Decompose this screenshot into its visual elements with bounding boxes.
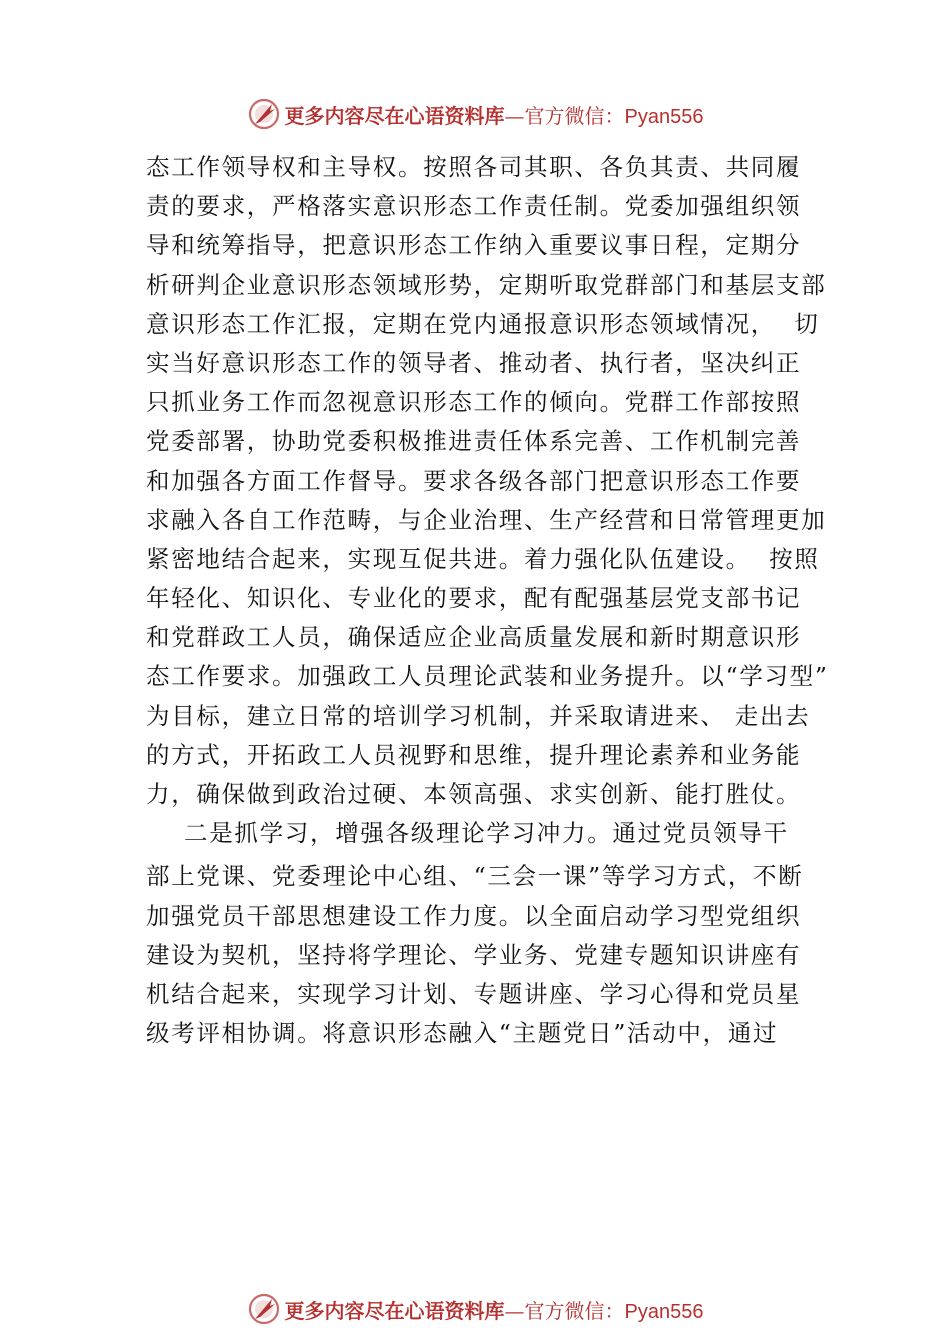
body-line: 力，确保做到政治过硬、本领高强、求实创新、能打胜仗。 [146, 780, 802, 808]
body-line: 机结合起来，实现学习计划、专题讲座、学习心得和党员星 [146, 979, 802, 1008]
body-line: 紧密地结合起来，实现互促共进。着力强化队伍建设。 按照 [146, 544, 820, 573]
body-line: 和党群政工人员，确保适应企业高质量发展和新时期意识形 [146, 623, 802, 652]
body-line: 意识形态工作汇报，定期在党内通报意识形态领域情况， 切 [146, 309, 820, 338]
body-line: 析研判企业意识形态领域形势，定期听取党群部门和基层支部 [146, 270, 827, 299]
body-line: 实当好意识形态工作的领导者、推动者、执行者，坚决纠正 [146, 348, 802, 377]
body-line: 党委部署，协助党委积极推进责任体系完善、工作机制完善 [146, 427, 802, 456]
body-line: 只抓业务工作而忽视意识形态工作的倾向。党群工作部按照 [146, 388, 802, 417]
footer-main-text: 更多内容尽在心语资料库 [284, 1298, 505, 1323]
body-line: 的方式，开拓政工人员视野和思维，提升理论素养和业务能 [146, 740, 802, 769]
body-line: 求融入各自工作范畴，与企业治理、生产经营和日常管理更加 [146, 505, 827, 534]
body-line: 加强党员干部思想建设工作力度。以全面启动学习型党组织 [146, 901, 802, 930]
footer-banner-text [285, 1295, 704, 1324]
body-line: 责的要求，严格落实意识形态工作责任制。党委加强组织领 [146, 192, 802, 221]
header-separator: — [504, 103, 525, 128]
body-line: 建设为契机，坚持将学理论、学业务、党建专题知识讲座有 [146, 940, 802, 969]
footer-banner [0, 1289, 950, 1329]
document-body [146, 148, 829, 1053]
body-line: 年轻化、知识化、专业化的要求，配有配强基层党支部书记 [146, 584, 802, 613]
body-line: 态工作要求。加强政工人员理论武装和业务提升。以“学习型” [146, 662, 829, 691]
header-sub-text: 官方微信： [524, 103, 625, 128]
footer-sub-text: 官方微信： [524, 1298, 625, 1323]
header-banner-text [285, 100, 704, 129]
footer-separator: — [504, 1298, 525, 1323]
paragraph-start-line: 二是抓学习，增强各级理论学习冲力。通过党员领导干 [184, 819, 789, 848]
body-line: 导和统筹指导，把意识形态工作纳入重要议事日程，定期分 [146, 231, 802, 260]
body-line: 部上党课、党委理论中心组、“三会一课”等学习方式，不断 [146, 862, 804, 891]
body-line: 级考评相协调。将意识形态融入“主题党日”活动中，通过 [146, 1019, 779, 1048]
body-line: 和加强各方面工作督导。要求各级各部门把意识形态工作要 [146, 466, 802, 495]
header-banner [0, 94, 950, 134]
quill-pen-logo-icon [247, 97, 281, 131]
header-main-text: 更多内容尽在心语资料库 [284, 103, 505, 128]
footer-wechat-id: Pyan556 [624, 1300, 704, 1323]
body-line: 态工作领导权和主导权。按照各司其职、各负其责、共同履 [146, 153, 802, 181]
header-wechat-id: Pyan556 [624, 105, 704, 128]
body-line: 为目标，建立日常的培训学习机制，并采取请进来、 走出去 [146, 701, 811, 730]
quill-pen-logo-icon [247, 1292, 281, 1326]
